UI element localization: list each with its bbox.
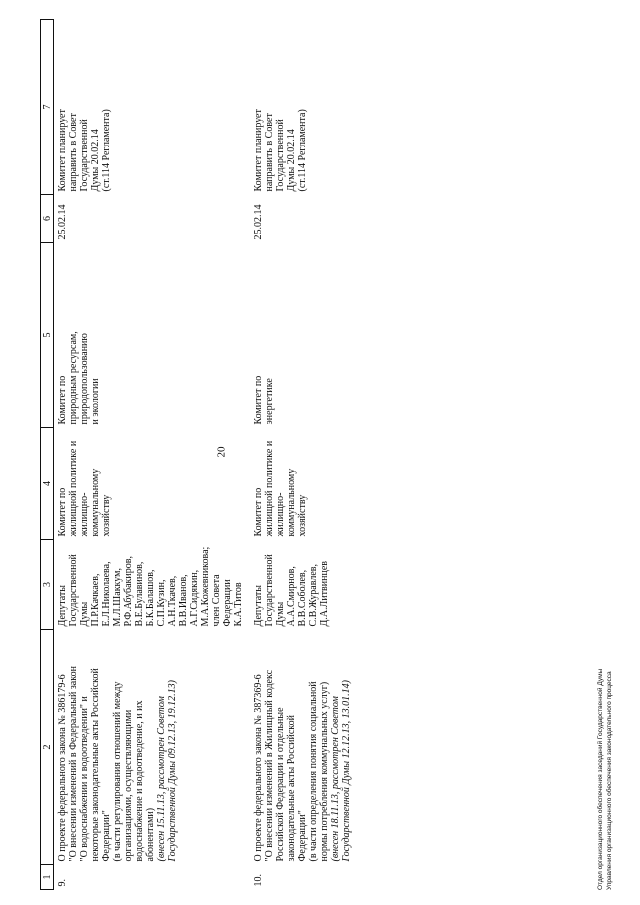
text-line: М.Л.Шаккум,: [112, 568, 123, 627]
text-line: Государственной: [79, 119, 90, 192]
col-header: 7: [41, 20, 54, 195]
col-header: 3: [41, 540, 54, 630]
text-line: М.А.Кожевникова;: [200, 546, 211, 627]
text-line: П.Р.Качкаев,: [90, 573, 101, 627]
text-line: А.Н.Ткачев,: [167, 575, 178, 627]
text-line: С.В.Журавлев,: [308, 564, 319, 627]
text-line: природным ресурсам,: [68, 331, 79, 425]
text-line: природопользованию: [79, 333, 90, 425]
text-line: (внесен 15.11.13, рассмотрен Советом: [156, 696, 167, 862]
footer-line: Отдел организационного обеспечения заседаний Государственной Думы: [597, 668, 604, 890]
text-line: Комитет по: [253, 375, 264, 425]
text-line: жилищной политике и: [264, 440, 275, 537]
col-header: 1: [41, 865, 54, 890]
text-line: Депутаты: [57, 585, 68, 627]
text-line: направить в Совет: [264, 113, 275, 192]
table-row: [54, 20, 251, 890]
text-line: Думы 20.02.14: [286, 129, 297, 192]
text-line: Государственной: [275, 119, 286, 192]
text-line: Государственной Думы 12.12.13, 13.01.14): [341, 680, 352, 862]
col-header: 2: [41, 630, 54, 865]
col-header: 4: [41, 428, 54, 540]
text-line: Р.Ф.Абубакиров,: [123, 556, 134, 627]
text-line: (ст.114 Регламента): [297, 109, 308, 192]
row-number-cell: 9.: [57, 879, 68, 887]
text-line: Государственной: [264, 554, 275, 627]
table-row: [250, 20, 358, 890]
text-line: и экологии: [90, 378, 101, 425]
text-line: С.П.Кузин,: [156, 579, 167, 627]
col-header: 5: [41, 243, 54, 428]
text-line: Д.А.Литвинцев: [319, 561, 330, 627]
text-line: организациями, осуществляющими: [123, 709, 134, 862]
text-line: хозяйству: [101, 494, 112, 537]
page-number: 20: [215, 446, 228, 458]
text-line: (внесен 18.11.13, рассмотрен Советом: [330, 696, 341, 862]
bill-title-cell: [54, 630, 251, 865]
committee-cell: [54, 428, 251, 540]
date-cell: 25.02.14: [57, 204, 68, 240]
header-row: [41, 20, 54, 890]
text-line: Федерации: [222, 579, 233, 627]
text-line: жилищно-: [275, 492, 286, 537]
footer: [596, 560, 636, 890]
text-line: коммунальному: [90, 468, 101, 537]
text-line: коммунальному: [286, 468, 297, 537]
text-line: "О внесении изменений в Федеральный закон: [68, 666, 79, 862]
text-line: (ст.114 Регламента): [101, 109, 112, 192]
bills-table: [40, 19, 358, 890]
text-line: В.Е.Булавинов,: [134, 561, 145, 627]
text-line: Думы: [79, 601, 90, 627]
text-line: Государственной: [68, 554, 79, 627]
text-line: жилищно-: [79, 492, 90, 537]
text-line: К.А.Титов: [233, 582, 244, 627]
text-line: Б.К.Балашов,: [145, 569, 156, 627]
text-line: законодательные акты Российской: [286, 715, 297, 862]
text-line: О проекте федерального закона № 386179-6: [57, 674, 68, 862]
text-line: (в части регулирования отношений между: [112, 681, 123, 862]
text-line: хозяйству: [297, 494, 308, 537]
rotated-table-container: [40, 8, 630, 890]
col-header: 6: [41, 195, 54, 243]
text-line: Российской Федерации и отдельные: [275, 707, 286, 862]
text-line: Комитет по: [57, 487, 68, 537]
text-line: водоснабжение и водоотведение, и их: [134, 700, 145, 862]
text-line: А.Г.Сидякин,: [189, 569, 200, 627]
text-line: Комитет планирует: [57, 109, 68, 192]
text-line: Комитет планирует: [253, 109, 264, 192]
text-line: Федерации": [101, 810, 112, 862]
footer-line: Управления организационного обеспечения законодательного процесса: [606, 671, 613, 890]
text-line: Федерации": [297, 810, 308, 862]
text-line: Государственной Думы 09.12.13, 19.12.13): [167, 680, 178, 862]
text-line: направить в Совет: [68, 113, 79, 192]
text-line: О проекте федерального закона № 387369-6: [253, 674, 264, 862]
date-cell: 25.02.14: [253, 204, 264, 240]
text-line: энергетике: [264, 378, 275, 425]
plan-cell: [250, 20, 358, 195]
text-line: нормы потребления коммунальных услуг): [319, 681, 330, 862]
text-line: В.В.Соболев,: [297, 569, 308, 627]
text-line: Комитет по: [253, 487, 264, 537]
text-line: В.В.Иванов,: [178, 574, 189, 627]
authors-cell: [54, 540, 251, 630]
text-line: Думы: [275, 601, 286, 627]
plan-cell: [54, 20, 251, 195]
committee-cell: [250, 428, 358, 540]
text-line: член Совета: [211, 574, 222, 627]
co-committee-cell: [250, 243, 358, 428]
text-line: жилищной политике и: [68, 440, 79, 537]
row-number-cell: 10.: [253, 874, 264, 887]
bill-title-cell: [250, 630, 358, 865]
text-line: "О внесении изменений в Жилищный кодекс: [264, 669, 275, 862]
text-line: Комитет по: [57, 375, 68, 425]
text-line: Думы 20.02.14: [90, 129, 101, 192]
authors-cell: [250, 540, 358, 630]
text-line: (в части определения понятия социальной: [308, 681, 319, 862]
text-line: "О водоснабжении и водоотведении" и: [79, 696, 90, 862]
co-committee-cell: [54, 243, 251, 428]
text-line: Депутаты: [253, 585, 264, 627]
text-line: абонентами): [145, 807, 156, 862]
text-line: некоторые законодательные акты Российской: [90, 668, 101, 862]
text-line: А.А.Смирнов,: [286, 566, 297, 627]
text-line: Е.Л.Николаева,: [101, 561, 112, 627]
